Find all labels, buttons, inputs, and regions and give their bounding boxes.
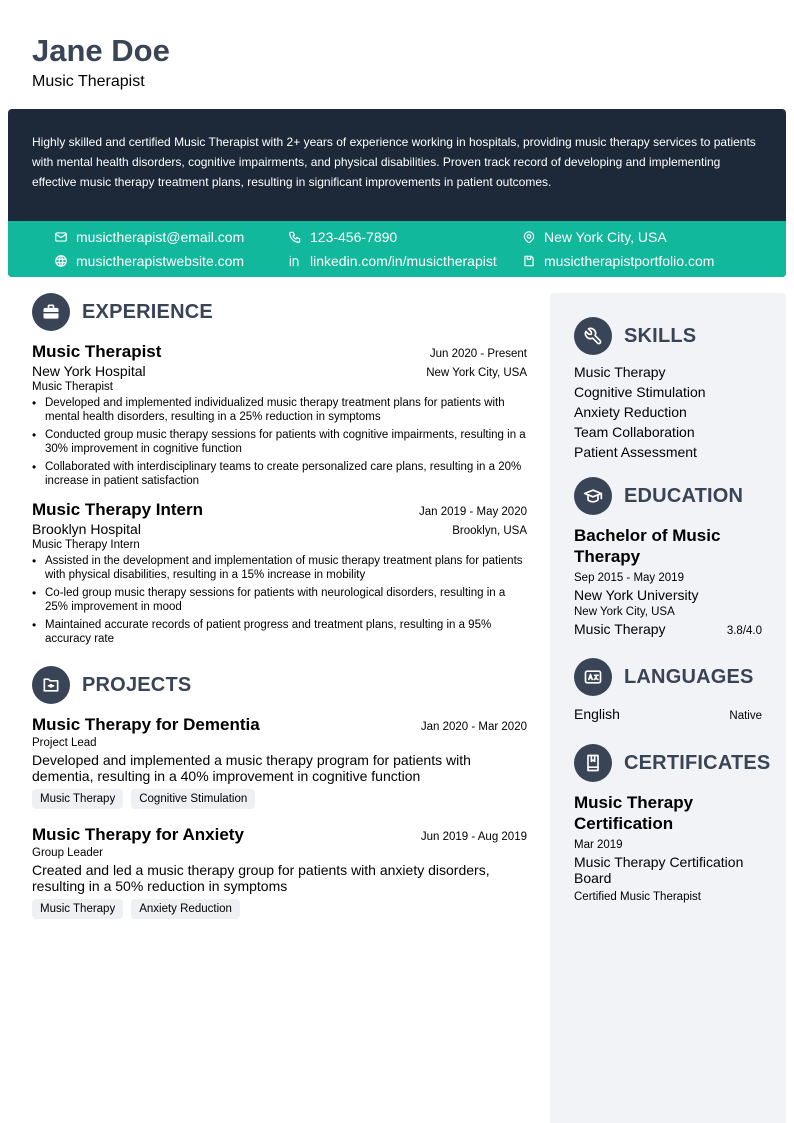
experience-company: Brooklyn Hospital bbox=[32, 521, 141, 537]
project-description: Created and led a music therapy group for patients with anxiety disorders, resulting in a 50% reduction in symptoms bbox=[32, 862, 490, 894]
project-tags bbox=[32, 899, 527, 919]
summary-text: Highly skilled and certified Music Therapist with 2+ years of experience working in hospitals, providing music therapy services to patients with mental health disorders, cognitive impairments, and physical disabilities. Proven track record of developing and implementing effective music therapy treatment plans, resulting in significant improvements in patient outcomes. bbox=[32, 135, 756, 189]
education-degree: Bachelor of Music Therapy bbox=[574, 526, 721, 566]
project-entry bbox=[32, 715, 527, 809]
contact-phone-text: 123-456-7890 bbox=[310, 229, 398, 245]
skills-title: SKILLS bbox=[624, 324, 697, 347]
project-description: Developed and implemented a music therapy program for patients with dementia, resulting in a 40% improvement in cognitive function bbox=[32, 752, 471, 784]
briefcase-icon bbox=[32, 293, 70, 331]
experience-entry bbox=[32, 342, 527, 488]
education-school: New York University bbox=[574, 587, 699, 603]
certificate-icon bbox=[574, 744, 612, 782]
education-entry bbox=[574, 525, 762, 640]
linkedin-icon bbox=[288, 254, 302, 268]
certificate-credential: Certified Music Therapist bbox=[574, 891, 701, 903]
education-location: New York City, USA bbox=[574, 606, 675, 618]
bullet-item: • Collaborated with interdisciplinary teams to create personalized care plans, resulting in a 20% increase in patient satisfaction bbox=[32, 460, 527, 488]
tag: Anxiety Reduction bbox=[131, 899, 240, 919]
contact-website-text: musictherapistwebsite.com bbox=[76, 253, 245, 269]
contact-bar bbox=[8, 221, 786, 277]
tag: Music Therapy bbox=[32, 789, 123, 809]
projects-header bbox=[32, 666, 527, 704]
skill-item: Patient Assessment bbox=[574, 444, 697, 460]
experience-job-title: Music Therapy Intern bbox=[32, 500, 203, 519]
skill-item: Team Collaboration bbox=[574, 424, 695, 440]
experience-company: New York Hospital bbox=[32, 363, 146, 379]
contact-email-text: musictherapist@email.com bbox=[76, 229, 245, 245]
experience-title: EXPERIENCE bbox=[82, 300, 213, 323]
map-pin-icon bbox=[522, 230, 536, 244]
contact-email[interactable] bbox=[54, 229, 244, 245]
languages-title: LANGUAGES bbox=[624, 665, 754, 688]
bullet-item: • Assisted in the development and implementation of music therapy treatment plans for patients with physical disabilities, resulting in a 15% increase in mobility bbox=[32, 554, 527, 582]
contact-phone[interactable] bbox=[288, 229, 397, 245]
experience-date: Jun 2020 - Present bbox=[429, 348, 527, 360]
projects-title: PROJECTS bbox=[82, 673, 192, 696]
project-date: Jan 2020 - Mar 2020 bbox=[420, 721, 527, 733]
language-level: Native bbox=[729, 710, 762, 722]
experience-role: Music Therapy Intern bbox=[32, 539, 140, 551]
contact-location-text: New York City, USA bbox=[544, 229, 667, 245]
contact-website[interactable] bbox=[54, 253, 244, 269]
contact-portfolio[interactable] bbox=[522, 253, 714, 269]
tag: Music Therapy bbox=[32, 899, 123, 919]
certificates-header bbox=[574, 744, 771, 782]
tag: Cognitive Stimulation bbox=[131, 789, 255, 809]
contact-linkedin[interactable] bbox=[288, 253, 497, 269]
project-role: Project Lead bbox=[32, 737, 97, 749]
experience-header bbox=[32, 293, 527, 331]
phone-icon bbox=[288, 230, 302, 244]
portfolio-icon bbox=[522, 254, 536, 268]
skills-header bbox=[574, 317, 762, 355]
certificate-issuer: Music Therapy Certification Board bbox=[574, 854, 744, 886]
skills-list bbox=[574, 362, 762, 462]
graduation-cap-icon bbox=[574, 477, 612, 515]
education-header bbox=[574, 477, 762, 515]
bullet-item: • Maintained accurate records of patient progress and treatment plans, resulting in a 95% accuracy rate bbox=[32, 618, 527, 646]
project-title: Music Therapy for Dementia bbox=[32, 715, 260, 734]
skill-item: Music Therapy bbox=[574, 364, 666, 380]
experience-job-title: Music Therapist bbox=[32, 342, 162, 361]
project-date: Jun 2019 - Aug 2019 bbox=[420, 831, 527, 843]
sidebar bbox=[550, 293, 786, 1123]
certificate-date: Mar 2019 bbox=[574, 839, 623, 851]
job-title: Music Therapist bbox=[32, 73, 145, 90]
bullet-item: • Developed and implemented individualized music therapy treatment plans for patients with mental health disorders, resulting in a 25% reduction in symptoms bbox=[32, 396, 527, 424]
summary-banner bbox=[8, 109, 786, 277]
certificates-title: CERTIFICATES bbox=[624, 751, 771, 774]
wrench-icon bbox=[574, 317, 612, 355]
bullet-item: • Co-led group music therapy sessions for patients with neurological disorders, resulting in a 25% improvement in mood bbox=[32, 586, 527, 614]
contact-portfolio-text: musictherapistportfolio.com bbox=[544, 253, 715, 269]
certificate-entry bbox=[574, 792, 762, 906]
education-title: EDUCATION bbox=[624, 484, 744, 507]
skill-item: Anxiety Reduction bbox=[574, 404, 687, 420]
globe-icon bbox=[54, 254, 68, 268]
experience-date: Jan 2019 - May 2020 bbox=[418, 506, 527, 518]
project-entry bbox=[32, 825, 527, 919]
bullet-item: • Conducted group music therapy sessions for patients with cognitive impairments, resulting in a 30% improvement in cognitive function bbox=[32, 428, 527, 456]
translate-icon bbox=[574, 658, 612, 696]
skill-item: Cognitive Stimulation bbox=[574, 384, 706, 400]
languages-header bbox=[574, 658, 762, 696]
contact-linkedin-text: linkedin.com/in/musictherapist bbox=[310, 253, 497, 269]
experience-bullets bbox=[32, 396, 527, 488]
project-title: Music Therapy for Anxiety bbox=[32, 825, 244, 844]
language-item bbox=[574, 706, 762, 725]
language-name: English bbox=[574, 706, 620, 722]
education-gpa: 3.8/4.0 bbox=[726, 625, 762, 637]
contact-location bbox=[522, 229, 667, 245]
candidate-name: Jane Doe bbox=[32, 33, 170, 68]
experience-entry bbox=[32, 500, 527, 646]
folder-icon bbox=[32, 666, 70, 704]
project-role: Group Leader bbox=[32, 847, 103, 859]
experience-location: New York City, USA bbox=[426, 367, 527, 379]
project-tags bbox=[32, 789, 527, 809]
mail-icon bbox=[54, 230, 68, 244]
main-column bbox=[32, 293, 527, 919]
header bbox=[32, 32, 170, 91]
experience-bullets bbox=[32, 554, 527, 646]
experience-location: Brooklyn, USA bbox=[452, 525, 527, 537]
education-field: Music Therapy bbox=[574, 621, 666, 637]
certificate-name: Music Therapy Certification bbox=[574, 793, 694, 833]
education-date: Sep 2015 - May 2019 bbox=[574, 572, 684, 584]
experience-role: Music Therapist bbox=[32, 381, 113, 393]
